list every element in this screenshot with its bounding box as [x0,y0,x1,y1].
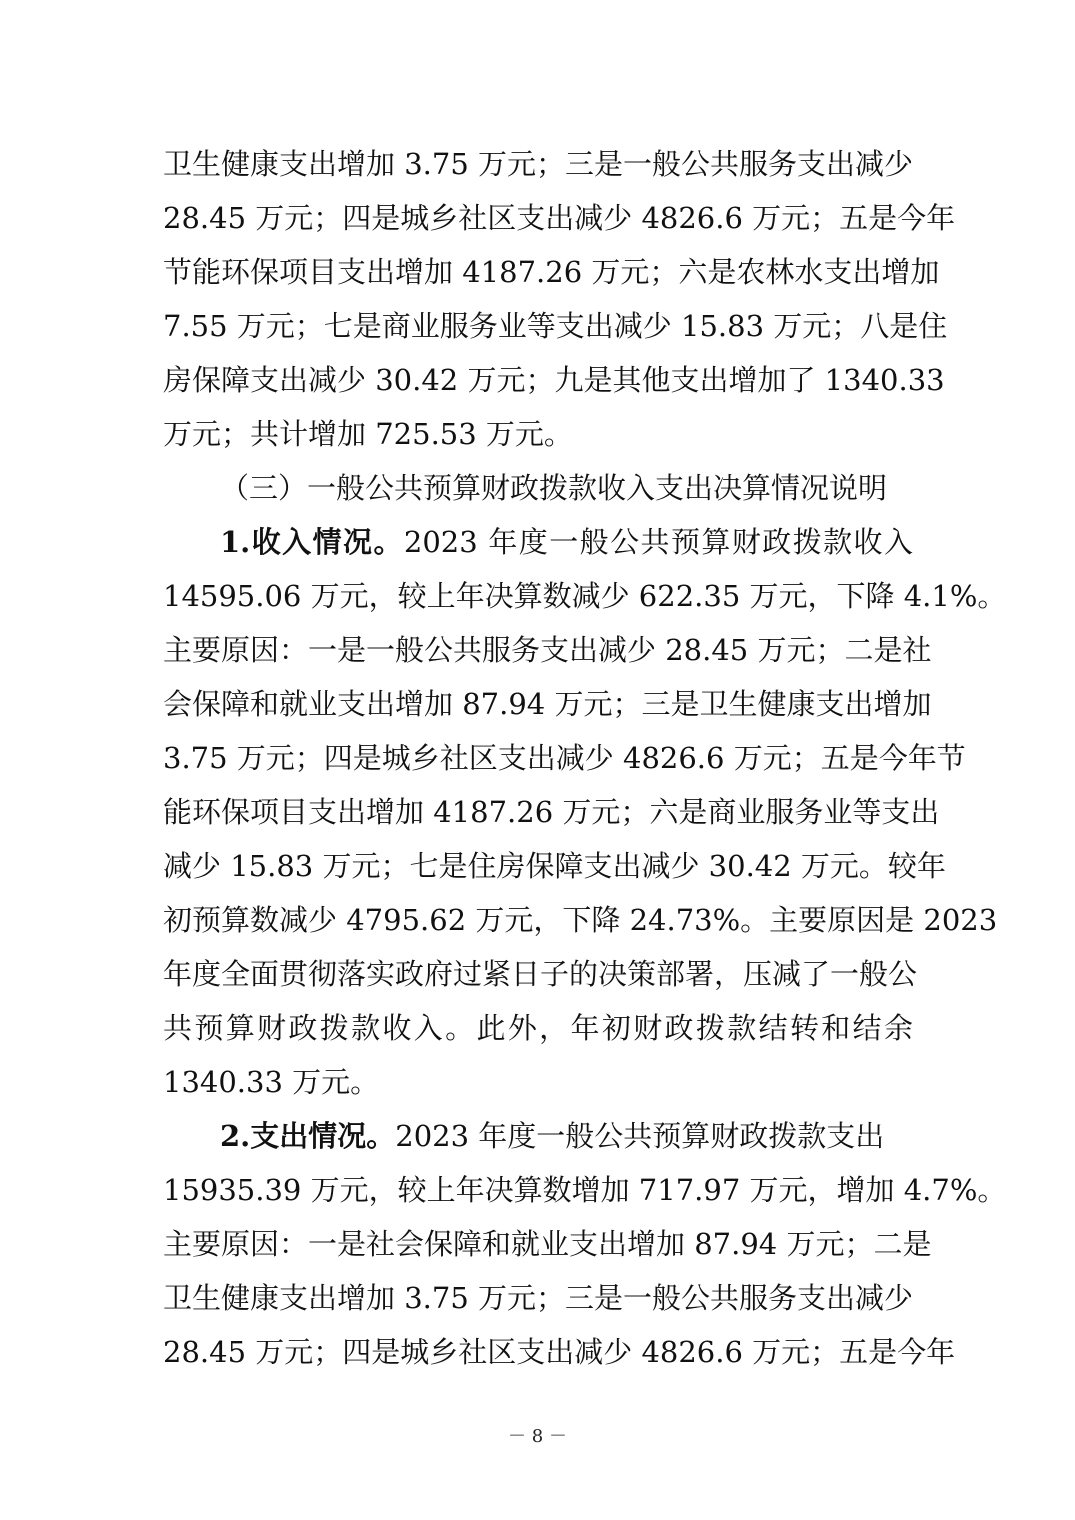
paragraph-line: 卫生健康支出增加 3.75 万元；三是一般公共服务支出减少 [163,147,914,181]
paragraph-line: 会保障和就业支出增加 87.94 万元；三是卫生健康支出增加 [163,687,932,721]
income-paragraph-first-line [220,522,913,562]
paragraph-line: 万元；共计增加 725.53 万元。 [163,417,573,451]
paragraph-line: 节能环保项目支出增加 4187.26 万元；六是农林水支出增加 [163,255,940,289]
paragraph-line: 能环保项目支出增加 4187.26 万元；六是商业服务业等支出 [163,795,940,829]
paragraph-line: 主要原因：一是一般公共服务支出减少 28.45 万元；二是社 [163,633,932,667]
paragraph-line: 28.45 万元；四是城乡社区支出减少 4826.6 万元；五是今年 [163,1335,956,1369]
paragraph-line: 共预算财政拨款收入。此外，年初财政拨款结转和结余 [163,1011,913,1045]
section-heading: （三）一般公共预算财政拨款收入支出决算情况说明 [220,471,888,505]
paragraph-line: 减少 15.83 万元；七是住房保障支出减少 30.42 万元。较年 [163,849,946,883]
paragraph-line: 初预算数减少 4795.62 万元，下降 24.73%。主要原因是 2023 [163,903,998,937]
page-number: － 8 － [508,1426,567,1447]
paragraph-line: 7.55 万元；七是商业服务业等支出减少 15.83 万元；八是住 [163,309,948,343]
paragraph-text: 2023 年度一般公共预算财政拨款支出 [395,1119,885,1153]
paragraph-line: 主要原因：一是社会保障和就业支出增加 87.94 万元；二是 [163,1227,932,1261]
expense-heading: 2.支出情况。 [220,1119,396,1153]
paragraph-line: 1340.33 万元。 [163,1065,380,1099]
expense-paragraph-first-line [220,1116,885,1156]
paragraph-text: 2023 年度一般公共预算财政拨款收入 [403,525,913,559]
paragraph-line: 卫生健康支出增加 3.75 万元；三是一般公共服务支出减少 [163,1281,914,1315]
paragraph-line: 房保障支出减少 30.42 万元；九是其他支出增加了 1340.33 [163,363,945,397]
income-heading: 1.收入情况。 [220,525,404,559]
paragraph-line: 28.45 万元；四是城乡社区支出减少 4826.6 万元；五是今年 [163,201,956,235]
paragraph-line: 14595.06 万元，较上年决算数减少 622.35 万元，下降 4.1%。 [163,579,1007,613]
paragraph-line: 15935.39 万元，较上年决算数增加 717.97 万元，增加 4.7%。 [163,1173,1007,1207]
paragraph-line: 年度全面贯彻落实政府过紧日子的决策部署，压减了一般公 [163,957,918,991]
paragraph-line: 3.75 万元；四是城乡社区支出减少 4826.6 万元；五是今年节 [163,741,966,775]
